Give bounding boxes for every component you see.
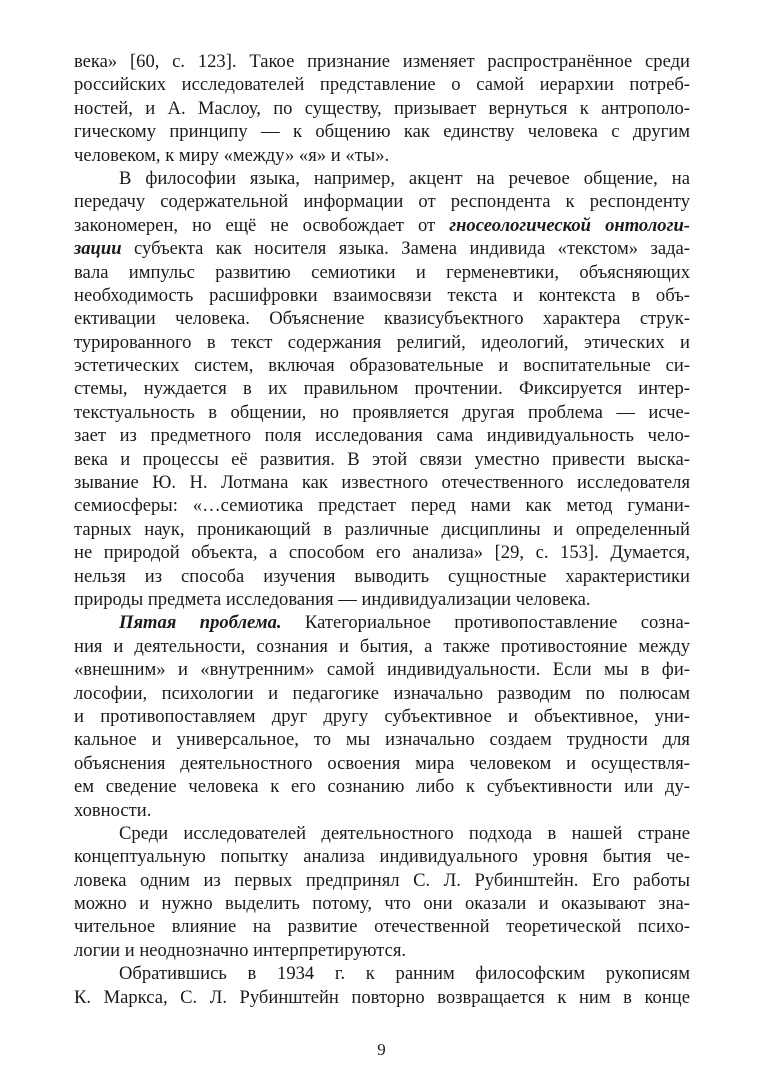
text-line (74, 915, 690, 938)
text-line (74, 611, 690, 634)
text-line (74, 331, 690, 354)
text-line (74, 635, 690, 658)
text-line (74, 799, 690, 822)
line-text: ностей, и А. Маслоу, по существу, призывает вернуться к антрополо- (74, 97, 690, 119)
line-text: Обратившись в 1934 г. к ранним философским рукописям (119, 963, 690, 985)
text-line (74, 962, 690, 985)
line-text: текстуальность в общении, но проявляется другая проблема — исче- (74, 401, 690, 423)
text-line (74, 448, 690, 471)
text-line (74, 167, 690, 190)
line-text: кальное и универсальное, то мы изначально создаем трудности для (74, 729, 690, 751)
line-text: века и процессы её развития. В этой связи уместно привести выска- (74, 448, 690, 470)
text-line (74, 986, 690, 1009)
line-text: турированного в текст содержания религий, идеологий, этических и (74, 331, 690, 353)
line-text: человеком, к миру «между» «я» и «ты». (74, 144, 390, 166)
line-text: необходимость расшифровки взаимосвязи текста и контекста в объ- (74, 284, 690, 306)
text-line (74, 705, 690, 728)
line-text: ловека одним из первых предпринял С. Л. Рубинштейн. Его работы (74, 869, 690, 891)
line-text: вала импульс развитию семиотики и герменевтики, объясняющих (74, 261, 690, 283)
text-line (74, 658, 690, 681)
line-text: объяснения деятельностного освоения мира человеком и осуществля- (74, 752, 690, 774)
page-number: 9 (377, 1040, 386, 1059)
text-line (74, 284, 690, 307)
line-text: семиосферы: «…семиотика предстает перед нами как метод гумани- (74, 495, 690, 517)
text-line (74, 190, 690, 213)
text-line (74, 377, 690, 400)
line-text: российских исследователей представление о самой иерархии потреб- (74, 74, 690, 96)
line-text: лософии, психологии и педагогике изначально разводим по полюсам (74, 682, 690, 704)
line-text: века» [60, с. 123]. Такое признание изменяет распространённое среди (74, 51, 690, 72)
line-text: гическому принципу — к общению как единству человека с другим (74, 121, 690, 143)
line-text: «внешним» и «внутренним» самой индивидуальности. Если мы в фи- (74, 659, 690, 681)
line-text: не природой объекта, а способом его анализа» [29, с. 153]. Думается, (74, 542, 690, 564)
line-text: В философии языка, например, акцент на речевое общение, на (119, 167, 690, 189)
line-text: Среди исследователей деятельностного подхода в нашей стране (119, 822, 690, 844)
text-line (74, 892, 690, 915)
text-line (74, 588, 690, 611)
line-text: субъекта как носителя языка. Замена индивида «текстом» зада- (121, 238, 690, 260)
line-text: концептуальную попытку анализа индивидуального уровня бытия че- (74, 846, 690, 868)
line-text: логии и неоднозначно интерпретируются. (74, 939, 407, 961)
text-line (74, 237, 690, 260)
text-line (74, 261, 690, 284)
text-line (74, 541, 690, 564)
line-text: К. Маркса, С. Л. Рубинштейн повторно возвращается к ним в конце (74, 986, 690, 1008)
line-text: Категориальное противопоставление созна- (281, 612, 690, 634)
text-line (74, 752, 690, 775)
line-text: эстетических систем, включая образовательные и воспитательные си- (74, 355, 690, 377)
text-line (74, 728, 690, 751)
line-text: ховности. (74, 799, 152, 821)
text-line (74, 845, 690, 868)
text-line (74, 471, 690, 494)
line-text: чительное влияние на развитие отечественной теоретической психо- (74, 916, 690, 938)
text-line (74, 73, 690, 96)
line-text: можно и нужно выделить потому, что они оказали и оказывают зна- (74, 893, 690, 915)
line-text: зает из предметного поля исследования сама индивидуальность чело- (74, 425, 690, 447)
line-text: ния и деятельности, сознания и бытия, а также противостояние между (74, 635, 690, 657)
line-text: ективации человека. Объяснение квазисубъектного характера струк- (74, 308, 690, 330)
text-line (74, 682, 690, 705)
document-body (74, 50, 690, 1009)
line-text: и противопоставляем друг другу субъективное и объективное, уни- (74, 705, 690, 727)
text-line (74, 822, 690, 845)
text-line (74, 518, 690, 541)
line-text: тарных наук, проникающий в различные дисциплины и определенный (74, 518, 690, 540)
text-line (74, 97, 690, 120)
text-line (74, 494, 690, 517)
text-line (74, 307, 690, 330)
emphasis-text: зации (74, 238, 122, 260)
line-text: стемы, нуждается в их правильном прочтении. Фиксируется интер- (74, 378, 690, 400)
text-line (74, 424, 690, 447)
text-line (74, 214, 690, 237)
line-text: ем сведение человека к его сознанию либо к субъективности или ду- (74, 776, 690, 798)
text-line (74, 401, 690, 424)
line-text: природы предмета исследования — индивидуализации человека. (74, 588, 591, 610)
text-line (74, 354, 690, 377)
text-line (74, 50, 690, 73)
line-text: зывание Ю. Н. Лотмана как известного отечественного исследователя (74, 472, 690, 494)
text-line (74, 939, 690, 962)
text-line (74, 144, 690, 167)
text-line (74, 120, 690, 143)
line-text: закономерен, но ещё не освобождает от (74, 214, 450, 236)
text-line (74, 565, 690, 588)
line-text: нельзя из способа изучения выводить сущностные характеристики (74, 565, 690, 587)
text-line (74, 869, 690, 892)
text-line (74, 775, 690, 798)
emphasis-text: Пятая проблема. (119, 612, 282, 634)
emphasis-text: гносеологической онтологи- (449, 214, 690, 236)
line-text: передачу содержательной информации от респондента к респонденту (74, 191, 690, 213)
